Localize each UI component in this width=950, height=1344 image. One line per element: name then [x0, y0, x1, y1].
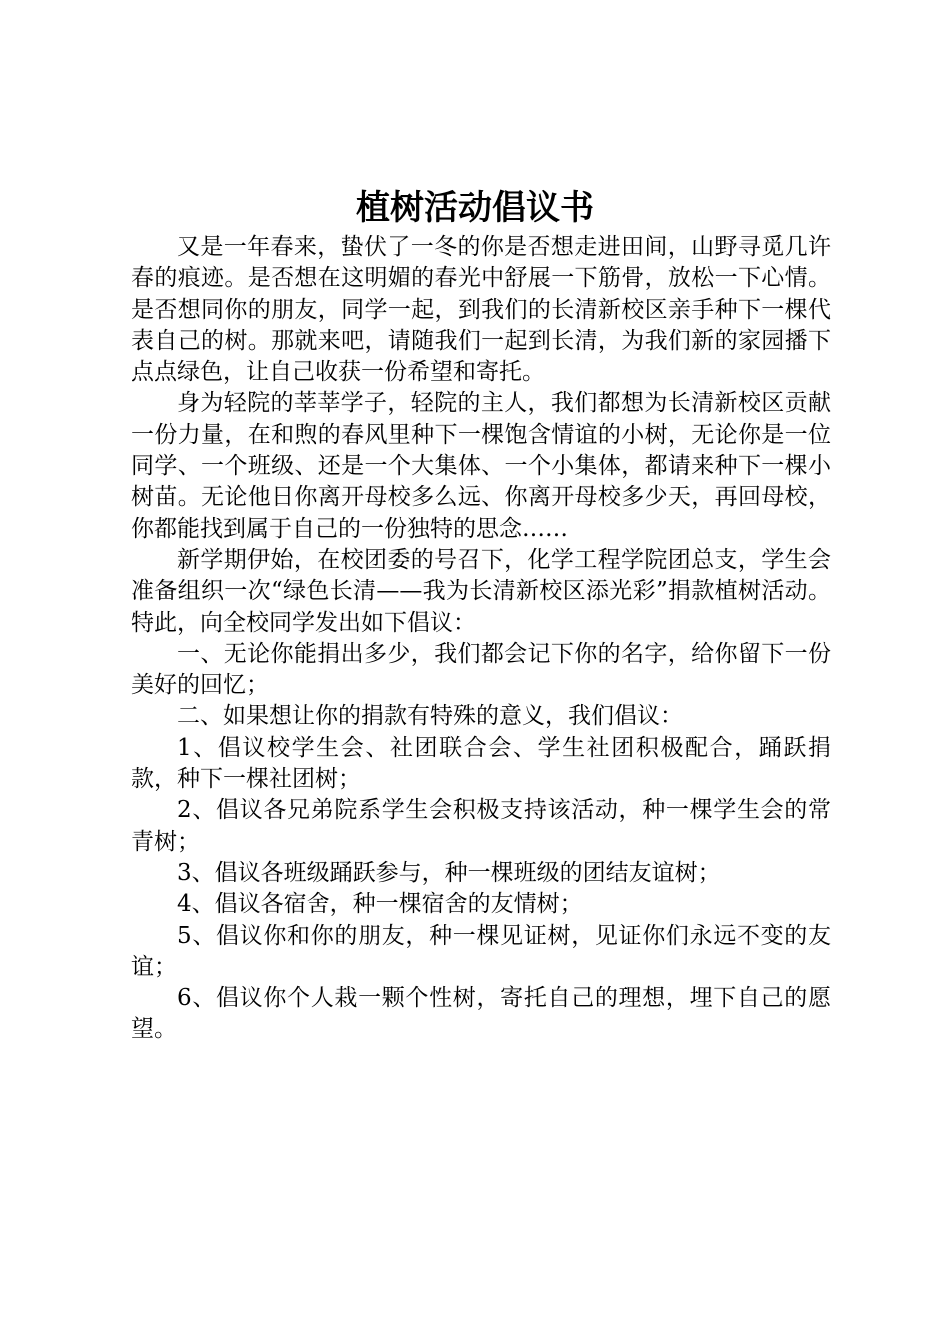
- paragraph-proposal-2: 二、如果想让你的捐款有特殊的意义，我们倡议：: [177, 703, 683, 730]
- paragraph-intro: 又是一年春来，蛰伏了一冬的你是否想走进田间，山野寻觅几许春的痕迹。是否想在这明媚的春光中舒展一下筋骨，放松一下心情。是否想同你的朋友，同学一起，到我们的长清新校区亲手种下一棵代表自己的树。那就来吧，请随我们一起到长清，为我们新的家园播下点点绿色，让自己收获一份希望和寄托。: [131, 234, 831, 386]
- list-item-1: 1、倡议校学生会、社团联合会、学生社团积极配合，踊跃捐款，种下一棵社团树；: [131, 734, 831, 793]
- list-item-4: 4、倡议各宿舍，种一棵宿舍的友情树；: [177, 891, 583, 918]
- list-item-2: 2、倡议各兄弟院系学生会积极支持该活动，种一棵学生会的常青树；: [131, 797, 831, 855]
- paragraph-proposal-1: 一、无论你能捐出多少，我们都会记下你的名字，给你留下一份美好的回忆；: [131, 640, 831, 699]
- paragraph-activity: 新学期伊始，在校团委的号召下，化学工程学院团总支，学生会准备组织一次“绿色长清——我为长清新校区添光彩”捐款植树活动。特此，向全校同学发出如下倡议：: [131, 546, 831, 636]
- list-item-6: 6、倡议你个人栽一颗个性树，寄托自己的理想，埋下自己的愿望。: [131, 985, 831, 1043]
- paragraph-students: 身为轻院的莘莘学子，轻院的主人，我们都想为长清新校区贡献一份力量，在和煦的春风里种下一棵饱含情谊的小树，无论你是一位同学、一个班级、还是一个大集体、一个小集体，都请来种下一棵小树苗。无论他日你离开母校多么远、你离开母校多少天，再回母校，你都能找到属于自己的一份独特的思念……: [131, 390, 831, 542]
- document-title: 植树活动倡议书: [356, 188, 594, 228]
- list-item-5: 5、倡议你和你的朋友，种一棵见证树，见证你们永远不变的友谊；: [131, 922, 831, 980]
- list-item-3: 3、倡议各班级踊跃参与，种一棵班级的团结友谊树；: [177, 859, 721, 886]
- document-body: [131, 232, 831, 1046]
